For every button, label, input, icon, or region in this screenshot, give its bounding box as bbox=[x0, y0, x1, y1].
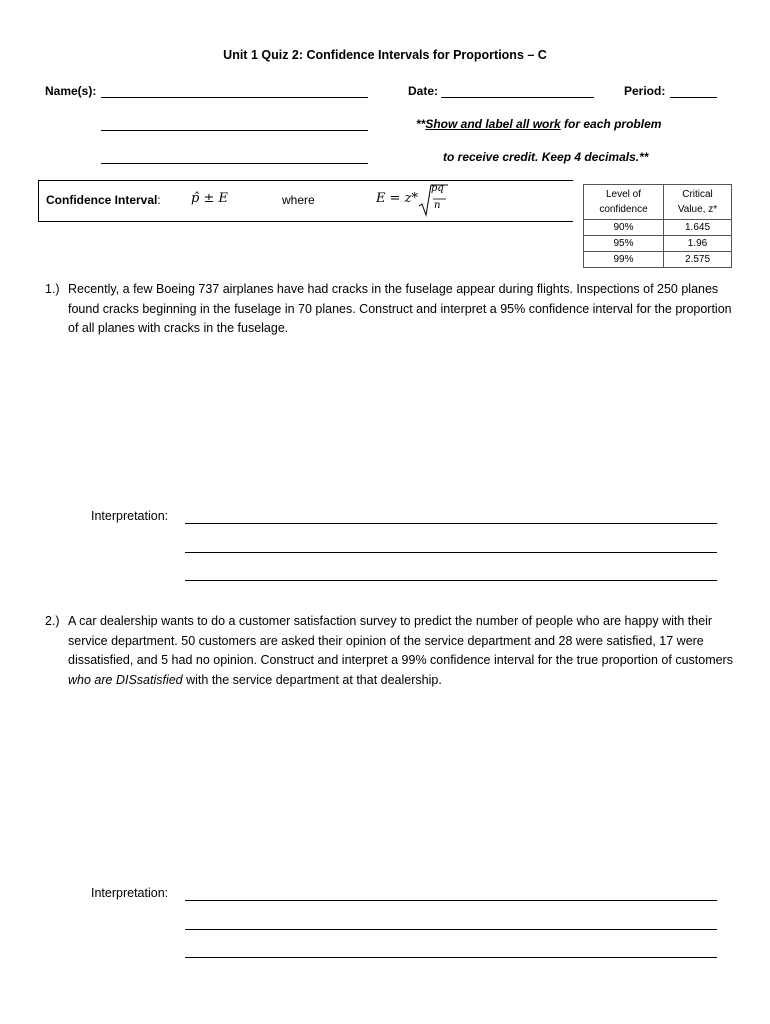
answer-line[interactable] bbox=[185, 957, 717, 958]
level-cell: 90% bbox=[584, 220, 664, 236]
instruction-note-line1 bbox=[416, 117, 661, 131]
question-number: 1.) bbox=[45, 282, 60, 296]
period-field[interactable] bbox=[670, 97, 717, 98]
date-label: Date: bbox=[408, 84, 439, 98]
header-level bbox=[584, 185, 664, 220]
answer-line[interactable] bbox=[185, 552, 717, 553]
question-text-italic: who are DISsatisfied bbox=[68, 672, 183, 687]
formula-colon: : bbox=[157, 193, 161, 207]
question-text bbox=[68, 612, 735, 690]
header-value-line2: Value, z* bbox=[677, 204, 718, 215]
value-cell: 1.645 bbox=[664, 220, 732, 236]
table-header-row bbox=[584, 185, 732, 220]
where-text: where bbox=[282, 193, 315, 207]
header-level-line2: confidence bbox=[599, 204, 648, 215]
name-label: Name(s): bbox=[45, 84, 97, 98]
level-cell: 95% bbox=[584, 236, 664, 252]
note-suffix: for each problem bbox=[560, 117, 662, 131]
instruction-note-line2: to receive credit. Keep 4 decimals.** bbox=[443, 150, 649, 164]
name-field-1[interactable] bbox=[101, 97, 368, 98]
value-cell: 2.575 bbox=[664, 252, 732, 268]
question-text bbox=[68, 280, 735, 339]
interpretation-label-1: Interpretation: bbox=[91, 509, 169, 523]
name-field-2[interactable] bbox=[101, 130, 368, 131]
name-field-3[interactable] bbox=[101, 163, 368, 164]
critical-value-table bbox=[583, 184, 732, 268]
answer-line[interactable] bbox=[185, 523, 717, 524]
header-value bbox=[664, 185, 732, 220]
question-text-main: A car dealership wants to do a customer satisfaction survey to predict the number of people who are happy with their service department. 50 customers are asked their opinion of the service department and 28 were satisfied, 17 were dissatisfied, and 5 had no opinion. Construct and interpret a 99% confidence interval for the true proportion of customers bbox=[68, 614, 733, 667]
period-label: Period: bbox=[624, 84, 666, 98]
question-text-main: Recently, a few Boeing 737 airplanes have had cracks in the fuselage appear during flights. Inspections of 250 planes found cracks beginning in the fuselage in 70 planes. Construct and interpret a 95% confidence interval for the proportion of all planes with cracks in the fuselage. bbox=[68, 282, 732, 335]
level-cell: 99% bbox=[584, 252, 664, 268]
margin-of-error-lhs: E = z* bbox=[376, 191, 418, 206]
question-text-after: with the service department at that dealership. bbox=[182, 672, 442, 687]
note-prefix: ** bbox=[416, 117, 426, 131]
header-level-line1: Level of bbox=[605, 189, 642, 200]
fraction-denominator: n bbox=[434, 200, 441, 211]
table-row bbox=[584, 220, 732, 236]
date-field[interactable] bbox=[441, 97, 594, 98]
value-cell: 1.96 bbox=[664, 236, 732, 252]
question-1 bbox=[45, 280, 735, 339]
question-2 bbox=[45, 612, 735, 690]
table-row bbox=[584, 236, 732, 252]
answer-line[interactable] bbox=[185, 929, 717, 930]
answer-line[interactable] bbox=[185, 580, 717, 581]
header-value-line1: Critical bbox=[682, 189, 713, 200]
table-row bbox=[584, 252, 732, 268]
note-underlined: Show and label all work bbox=[425, 117, 561, 131]
formula-label-text: Confidence Interval bbox=[46, 193, 158, 207]
interpretation-label-2: Interpretation: bbox=[91, 886, 169, 900]
formula-label bbox=[46, 193, 161, 207]
question-number: 2.) bbox=[45, 614, 60, 628]
page-title: Unit 1 Quiz 2: Confidence Intervals for Proportions – C bbox=[223, 48, 547, 62]
answer-line[interactable] bbox=[185, 900, 717, 901]
interval-expression: p̂ ± E bbox=[191, 191, 228, 206]
fraction-numerator: pq bbox=[431, 183, 444, 194]
